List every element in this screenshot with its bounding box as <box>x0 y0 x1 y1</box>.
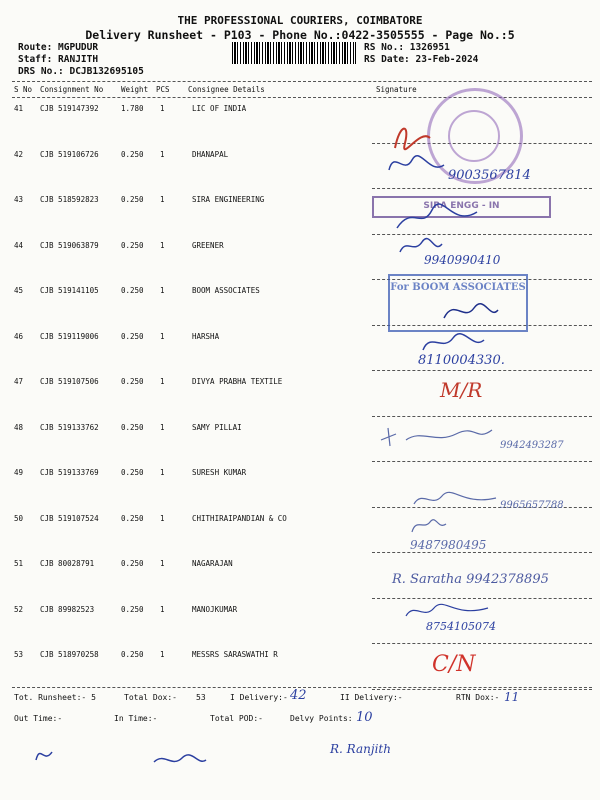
row-weight: 0.250 <box>121 149 144 159</box>
total-dox-label: Total Dox:- <box>124 693 177 702</box>
row-sno: 41 <box>14 104 24 113</box>
col-sno: S No <box>14 85 33 94</box>
row-weight: 0.250 <box>121 195 144 204</box>
row-pcs: 1 <box>160 559 165 568</box>
rtn-dox-label: RTN Dox:- <box>456 693 500 702</box>
row-pcs: 1 <box>160 422 165 432</box>
phone-50: 9487980495 <box>410 538 487 552</box>
row-consignment-no: CJB 519107506 <box>40 377 99 386</box>
column-header-row <box>0 85 600 97</box>
row-consignee: SAMY PILLAI <box>192 422 242 432</box>
table-row <box>0 332 600 344</box>
route-label: Route: MGPUDUR <box>18 42 99 53</box>
col-weight: Weight <box>121 85 149 94</box>
row-sno: 51 <box>14 559 24 568</box>
phone-48: 9942493287 <box>500 440 564 451</box>
row-pcs: 1 <box>160 604 165 614</box>
ii-delivery-label: II Delivery:- <box>340 693 403 702</box>
signature-51: R. Saratha 9942378895 <box>392 572 549 587</box>
row-divider <box>372 552 592 553</box>
row-consignment-no: CJB 519133769 <box>40 468 99 477</box>
boom-stamp: For BOOM ASSOCIATES <box>388 274 528 332</box>
row-consignment-no: CJB 519147392 <box>40 104 99 113</box>
signature-52 <box>402 600 492 622</box>
row-divider <box>372 598 592 599</box>
in-time-signature <box>150 748 210 772</box>
signature-43 <box>392 200 482 234</box>
table-row <box>0 559 600 571</box>
row-consignment-no: CJB 519119006 <box>40 331 99 341</box>
mark-53: C/N <box>432 652 476 677</box>
signature-49 <box>410 488 500 512</box>
i-delivery-value: 42 <box>290 688 307 703</box>
row-divider <box>372 689 592 690</box>
row-divider <box>372 416 592 417</box>
row-consignee: HARSHA <box>192 331 220 341</box>
row-pcs: 1 <box>160 650 165 659</box>
col-signature: Signature <box>376 85 417 94</box>
row-consignment-no: CJB 519063879 <box>40 240 99 250</box>
row-consignee: CHITHIRAIPANDIAN & CO <box>192 513 287 523</box>
row-weight: 1.780 <box>121 104 144 113</box>
row-weight: 0.250 <box>121 422 144 432</box>
row-sno: 52 <box>14 604 24 614</box>
sira-stamp: SIRA ENGG - IN <box>372 196 551 218</box>
out-time-label: Out Time:- <box>14 714 63 723</box>
row-consignee: LIC OF INDIA <box>192 104 247 113</box>
row-weight: 0.250 <box>121 650 144 659</box>
row-pcs: 1 <box>160 513 165 523</box>
phone-46: 8110004330. <box>418 353 505 368</box>
row-pcs: 1 <box>160 468 165 477</box>
row-consignee: SURESH KUMAR <box>192 468 247 477</box>
phone-49: 9965657788 <box>500 500 564 511</box>
row-consignment-no: CJB 519133762 <box>40 422 99 432</box>
row-sno: 42 <box>14 149 24 159</box>
row-sno: 49 <box>14 468 24 477</box>
row-consignee: DIVYA PRABHA TEXTILE <box>192 377 283 386</box>
row-consignment-no: CJB 518592823 <box>40 195 99 204</box>
row-pcs: 1 <box>160 331 165 341</box>
row-weight: 0.250 <box>121 513 144 523</box>
delvy-points-label: Delvy Points: <box>290 714 353 723</box>
row-weight: 0.250 <box>121 468 144 477</box>
staff-initial-signature <box>30 740 60 766</box>
signature-45 <box>440 298 500 326</box>
signature-50 <box>408 514 448 536</box>
tot-runsheet: Tot. Runsheet:- 5 <box>14 693 96 702</box>
row-divider <box>372 370 592 371</box>
header-rule-top <box>12 81 592 82</box>
table-row <box>0 650 600 662</box>
row-consignee: DHANAPAL <box>192 149 229 159</box>
row-weight: 0.250 <box>121 377 144 386</box>
row-pcs: 1 <box>160 149 165 159</box>
row-consignee: NAGARAJAN <box>192 559 233 568</box>
row-sno: 46 <box>14 331 24 341</box>
i-delivery-label: I Delivery:- <box>230 693 288 702</box>
table-row <box>0 468 600 480</box>
row-sno: 44 <box>14 240 24 250</box>
row-divider <box>372 188 592 189</box>
runsheet-subtitle: Delivery Runsheet - P103 - Phone No.:0422-3505555 - Page No.:5 <box>85 28 515 42</box>
col-pcs: PCS <box>156 85 170 94</box>
row-weight: 0.250 <box>121 286 144 295</box>
rs-number: RS No.: 1326951 <box>364 42 450 53</box>
table-row <box>0 514 600 526</box>
col-consignee: Consignee Details <box>188 85 265 94</box>
row-sno: 48 <box>14 422 24 432</box>
signature-42 <box>384 150 454 180</box>
row-sno: 50 <box>14 513 24 523</box>
table-row <box>0 241 600 253</box>
row-sno: 45 <box>14 286 24 295</box>
table-row <box>0 377 600 389</box>
staff-label: Staff: RANJITH <box>18 54 99 65</box>
row-consignment-no: CJB 519106726 <box>40 149 99 159</box>
rs-date: RS Date: 23-Feb-2024 <box>364 54 479 65</box>
row-divider <box>372 643 592 644</box>
row-pcs: 1 <box>160 104 165 113</box>
row-divider <box>372 461 592 462</box>
phone-42: 9003567814 <box>448 168 531 183</box>
delvy-points-value: 10 <box>356 710 373 725</box>
row-consignee: GREENER <box>192 240 224 250</box>
total-dox-value: 53 <box>196 693 206 702</box>
total-pod-label: Total POD:- <box>210 714 263 723</box>
in-time-label: In Time:- <box>114 714 158 723</box>
row-consignee: MANOJKUMAR <box>192 604 238 614</box>
row-weight: 0.250 <box>121 240 144 250</box>
lic-seal-inner <box>448 110 500 162</box>
phone-52: 8754105074 <box>426 620 496 633</box>
row-pcs: 1 <box>160 240 165 250</box>
row-consignment-no: CJB 519141105 <box>40 286 99 295</box>
table-row <box>0 423 600 435</box>
col-consignment: Consignment No <box>40 85 104 94</box>
row-consignment-no: CJB 518970258 <box>40 650 99 659</box>
mark-47: M/R <box>440 378 483 402</box>
row-consignment-no: CJB 519107524 <box>40 513 99 523</box>
row-weight: 0.250 <box>121 331 144 341</box>
row-consignee: SIRA ENGINEERING <box>192 195 265 204</box>
row-consignment-no: CJB 89982523 <box>40 604 95 614</box>
barcode <box>232 42 356 64</box>
row-consignee: BOOM ASSOCIATES <box>192 286 260 295</box>
row-sno: 53 <box>14 650 24 659</box>
table-row <box>0 605 600 617</box>
row-weight: 0.250 <box>121 604 144 614</box>
row-pcs: 1 <box>160 286 165 295</box>
row-sno: 47 <box>14 377 24 386</box>
company-title: THE PROFESSIONAL COURIERS, COIMBATORE <box>177 14 423 27</box>
row-pcs: 1 <box>160 195 165 204</box>
signature-48 <box>376 424 496 450</box>
row-consignee: MESSRS SARASWATHI R <box>192 650 278 659</box>
row-pcs: 1 <box>160 377 165 386</box>
staff-signature-name: R. Ranjith <box>330 742 391 756</box>
rtn-dox-value: 11 <box>504 690 520 704</box>
row-consignment-no: CJB 80028791 <box>40 559 95 568</box>
phone-44: 9940990410 <box>424 253 501 267</box>
drs-label: DRS No.: DCJB132695105 <box>18 66 144 77</box>
row-weight: 0.250 <box>121 559 144 568</box>
row-sno: 43 <box>14 195 24 204</box>
